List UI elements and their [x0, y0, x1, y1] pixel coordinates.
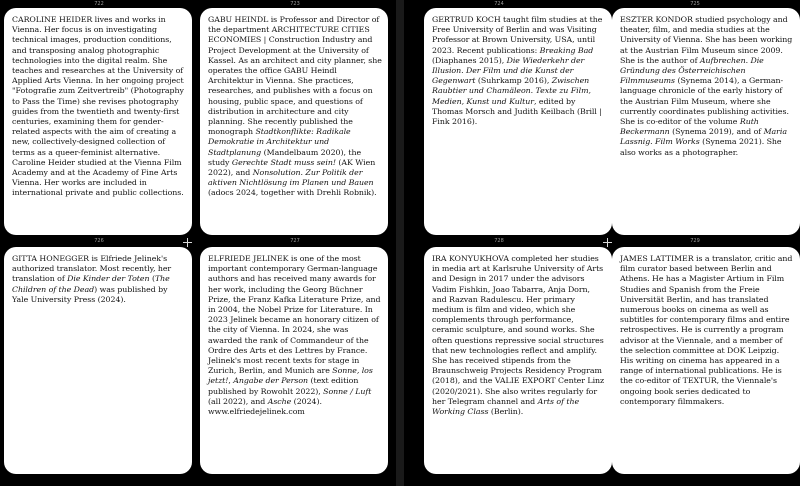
bio-text: GITTA HONEGGER is Elfriede Jelinek's authorized translator. Most recently, her translation of Die Kinder der Toten (The Children of the Dead) was published by Yale University Press (2024).: [12, 254, 172, 304]
bio-card-caroline-heider: [4, 8, 192, 235]
bio-card-ira-konyukhova: [424, 247, 612, 474]
bio-card-gabu-heindl: [200, 8, 388, 235]
page-number: 727: [290, 238, 300, 244]
bio-card-gertrud-koch: [424, 8, 612, 235]
crop-mark-icon: [183, 238, 192, 247]
bio-text: IRA KONYUKHOVA completed her studies in media art at Karlsruhe University of Arts and Design in 2017 under the advisors Vadim Fishkin, Joao Tabarra, Anja Dorn, and Razvan Radulescu. Her primary medium is film and video, which she complements through performance, ceramic sculpture, and sound works. She often questions repressive social structures that new technologies reflect and amplify. She has received stipends from the Braunschweig Projects Residency Program (2018), and the VALIE EXPORT Center Linz (2020/2021). She also writes regularly for her Telegram channel and Arts of the Working Class (Berlin).: [432, 254, 605, 417]
page-number: 729: [690, 238, 700, 244]
bio-text: CAROLINE HEIDER lives and works in Vienna. Her focus is on investigating technical images, production conditions, and transposing analog photographic technologies into the digital realm. She teaches and researches at the University of Applied Arts Vienna. In her ongoing project "Fotografie zum Zeitvertreib" (Photography to Pass the Time) she revises photography guides from the twentieth and twenty-first centuries, examining them for gender-related aspects with the aim of creating a new, collectively-designed collection of terms as a queer-feminist alternative. Caroline Heider studied at the Vienna Film Academy and at the Academy of Fine Arts Vienna. Her works are included in international private and public collections.: [12, 15, 184, 198]
bio-text: GABU HEINDL is Professor and Director of the department ARCHITECTURE CITIES ECONOMIES | Construction Industry and Project Development at the University of Kassel. As an architect and city planner, she operates the office GABU Heindl Architektur in Vienna. She practices, researches, and publishes with a focus on housing, public space, and questions of distribution in architecture and city planning. She recently published the monograph Stadtkonflikte: Radikale Demokratie in Architektur und Stadtplanung (Mandelbaum 2020), the study Gerechte Stadt muss sein! (AK Wien 2022), and Nonsolution. Zur Politik der aktiven Nichtlösung im Planen und Bauen (adocs 2024, together with Drehli Robnik).: [208, 15, 382, 198]
page-number: 724: [494, 1, 504, 7]
book-gutter: [396, 0, 404, 486]
bio-text: ESZTER KONDOR studied psychology and theater, film, and media studies at the University of Vienna. She has been working at the Austrian Film Museum since 2009. She is the author of Aufbrechen. Die Gründung des Österreichischen Filmmuseums (Synema 2014), a German-language chronicle of the early history of the Austrian Film Museum, where she currently coordinates publishing activities. She is co-editor of the volume Ruth Beckermann (Synema 2019), and of Maria Lassnig. Film Works (Synema 2021). She also works as a photographer.: [620, 15, 793, 157]
bio-text: ELFRIEDE JELINEK is one of the most important contemporary German-language authors and has received many awards for her work, including the Georg Büchner Prize, the Franz Kafka Literature Prize, and in 2004, the Nobel Prize for Literature. In 2023 Jelinek became an honorary citizen of the city of Vienna. In 2024, she was awarded the rank of Commandeur of the Ordre des Arts et des Lettres by France. Jelinek's most recent texts for stage in Zurich, Berlin, and Munich are Sonne, los jetzt!, Angabe der Person (text edition published by Rowohlt 2022), Sonne / Luft (all 2022), and Asche (2024). www.elfriedejelinek.com: [208, 254, 381, 417]
bio-card-elfriede-jelinek: [200, 247, 388, 474]
page-number: 725: [690, 1, 700, 7]
bio-card-gitta-honegger: [4, 247, 192, 474]
bio-card-eszter-kondor: [612, 8, 800, 235]
bio-text: GERTRUD KOCH taught film studies at the Free University of Berlin and was Visiting Professor at Brown University, USA, until 2023. Recent publications: Breaking Bad (Diaphanes 2015), Die Wiederkehr der Illusion. Der Film und die Kunst der Gegenwart (Suhrkamp 2016), Zwischen Raubtier und Chamäleon. Texte zu Film, Medien, Kunst und Kultur, edited by Thomas Morsch and Judith Keilbach (Brill | Fink 2016).: [432, 15, 603, 127]
page-number: 723: [290, 1, 300, 7]
page-number: 722: [94, 1, 104, 7]
page-number: 728: [494, 238, 504, 244]
crop-mark-icon: [603, 238, 612, 247]
bio-card-james-lattimer: [612, 247, 800, 474]
page-number: 726: [94, 238, 104, 244]
bio-text: JAMES LATTIMER is a translator, critic and film curator based between Berlin and Athens. He has a Magister Artium in Film Studies and Spanish from the Freie Universität Berlin, and has translated numerous books on cinema as well as subtitles for contemporary films and entire retrospectives. He is currently a program advisor at the Viennale, and a member of the selection committee at DOK Leipzig. His writing on cinema has appeared in a range of international publications. He is the co-editor of TEXTUR, the Viennale's ongoing book series dedicated to contemporary filmmakers.: [620, 254, 793, 406]
